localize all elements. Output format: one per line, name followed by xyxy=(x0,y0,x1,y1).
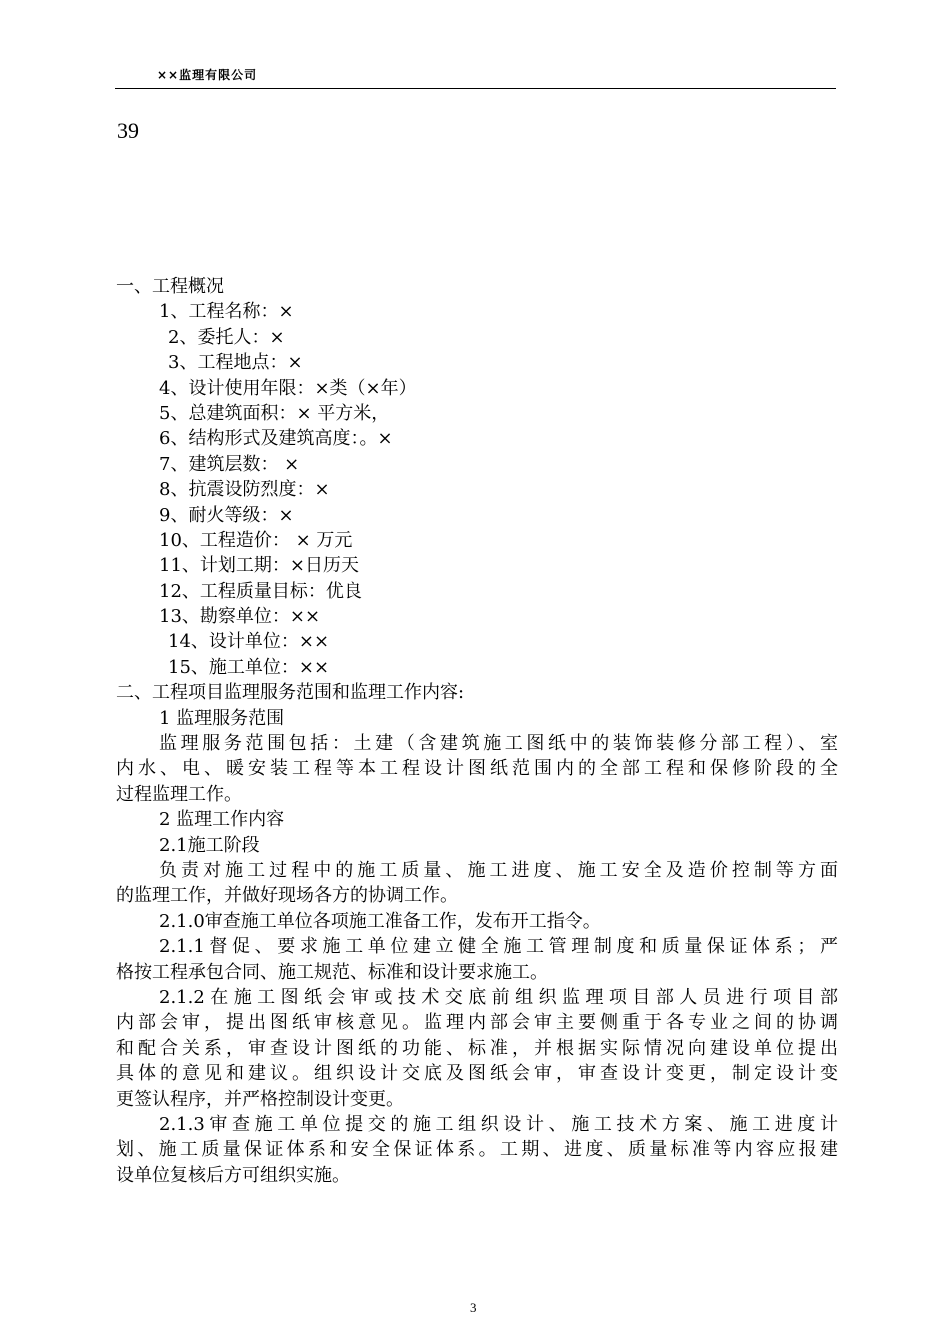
list-item: 9、耐火等级：× xyxy=(159,504,294,526)
list-item: 2、委托人：× xyxy=(168,326,285,348)
paragraph-line: 格按工程承包合同、施工规范、标准和设计要求施工。 xyxy=(116,961,548,983)
subsection-heading: 2.1施工阶段 xyxy=(159,834,260,856)
paragraph-line: 负责对施工过程中的施工质量、施工进度、施工安全及造价控制等方面 xyxy=(159,859,838,881)
list-item: 5、总建筑面积：× 平方米， xyxy=(159,402,390,424)
paragraph-line: 具体的意见和建议。组织设计交底及图纸会审，审查设计变更，制定设计变 xyxy=(116,1063,838,1085)
paragraph-line: 和配合关系，审查设计图纸的功能、标准，并根据实际情况向建设单位提出 xyxy=(116,1037,838,1059)
list-item: 4、设计使用年限：×类（×年） xyxy=(159,377,417,399)
list-item: 11、计划工期：×日历天 xyxy=(159,555,359,577)
paragraph-line: 更签认程序，并严格控制设计变更。 xyxy=(116,1088,404,1110)
paragraph-line: 2.1.2在施工图纸会审或技术交底前组织监理项目部人员进行项目部 xyxy=(159,986,838,1008)
page-top-number: 39 xyxy=(117,118,139,143)
list-item: 12、工程质量目标：优良 xyxy=(159,580,362,602)
company-name: ××监理有限公司 xyxy=(157,68,258,82)
paragraph-line: 设单位复核后方可组织实施。 xyxy=(116,1164,350,1186)
list-item: 10、工程造价： × 万元 xyxy=(159,529,353,551)
list-item: 8、抗震设防烈度：× xyxy=(159,479,330,501)
document-body xyxy=(116,274,838,1188)
section-heading-2: 二、工程项目监理服务范围和监理工作内容: xyxy=(116,682,465,704)
paragraph-line: 监理服务范围包括：土建（含建筑施工图纸中的装饰装修分部工程）、室 xyxy=(159,733,838,755)
paragraph-line: 过程监理工作。 xyxy=(116,783,242,805)
list-item: 14、设计单位：×× xyxy=(168,631,330,653)
list-item: 15、施工单位：×× xyxy=(168,656,330,678)
paragraph-line: 2.1.1督促、要求施工单位建立健全施工管理制度和质量保证体系；严 xyxy=(159,936,838,958)
paragraph-line: 2.1.0审查施工单位各项施工准备工作，发布开工指令。 xyxy=(159,910,601,932)
list-item: 1、工程名称：× xyxy=(159,301,294,323)
page-header xyxy=(115,66,836,89)
section-heading-1: 一、工程概况 xyxy=(116,276,224,297)
paragraph-line: 内部会审，提出图纸审核意见。监理内部会审主要侧重于各专业之间的协调 xyxy=(116,1012,838,1034)
subsection-heading: 1 监理服务范围 xyxy=(159,707,285,729)
list-item: 3、工程地点：× xyxy=(168,352,303,374)
paragraph-line: 的监理工作，并做好现场各方的协调工作。 xyxy=(116,885,458,907)
page-footer-number: 3 xyxy=(470,1300,477,1315)
paragraph-line: 内水、电、暖安装工程等本工程设计图纸范围内的全部工程和保修阶段的全 xyxy=(116,758,838,780)
paragraph-line: 划、施工质量保证体系和安全保证体系。工期、进度、质量标准等内容应报建 xyxy=(116,1139,838,1161)
paragraph-line: 2.1.3审查施工单位提交的施工组织设计、施工技术方案、施工进度计 xyxy=(159,1113,838,1135)
subsection-heading: 2 监理工作内容 xyxy=(159,809,285,831)
list-item: 7、建筑层数： × xyxy=(159,453,300,475)
list-item: 6、结构形式及建筑高度：。× xyxy=(159,428,393,450)
list-item: 13、勘察单位：×× xyxy=(159,606,321,628)
